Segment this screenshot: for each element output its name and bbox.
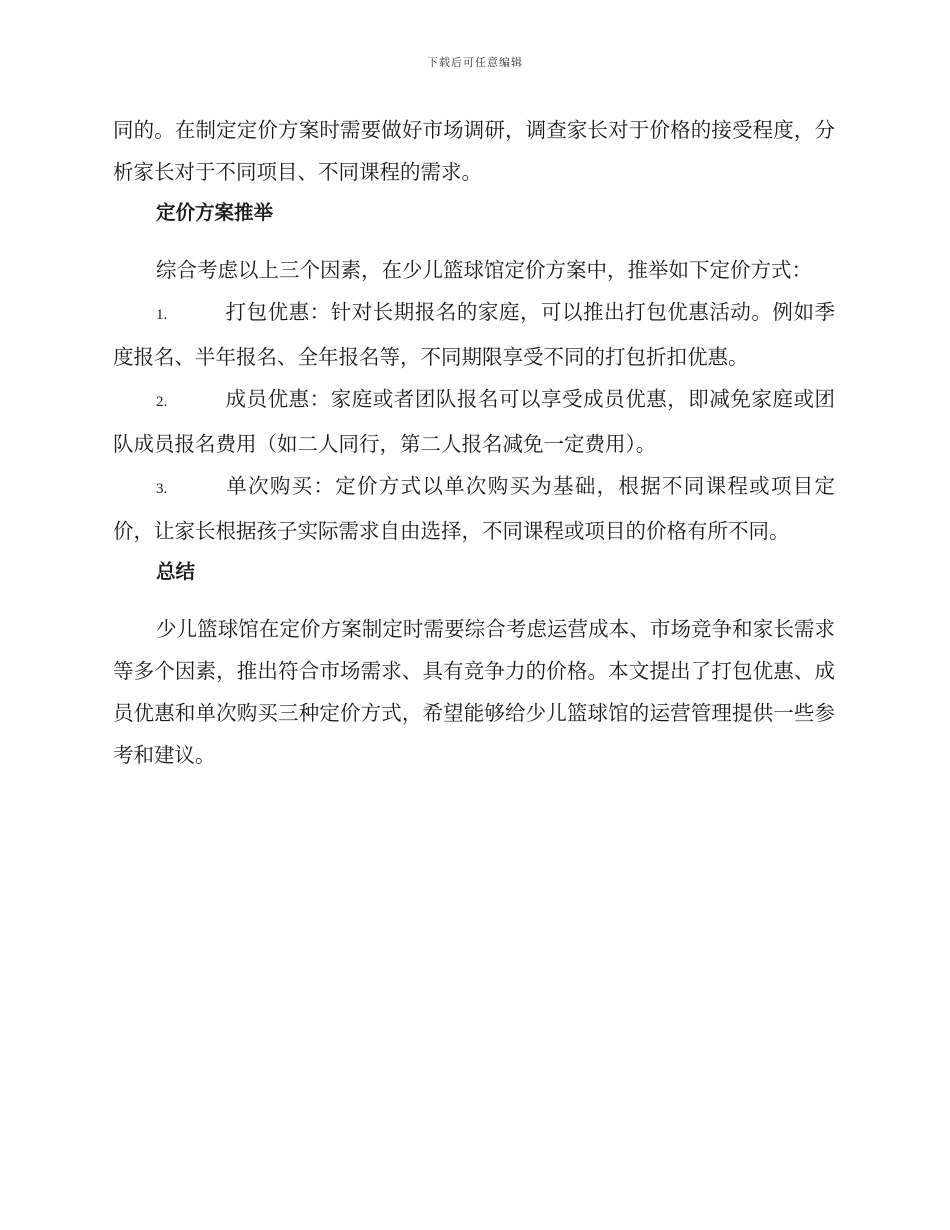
list-item: [113, 378, 835, 465]
list-item: [113, 465, 835, 552]
list-item-text: 打包优惠：针对长期报名的家庭，可以推出打包优惠活动。例如季度报名、半年报名、全年报名等，不同期限享受不同的打包折扣优惠。: [113, 300, 835, 369]
section-heading-summary: 总结: [156, 560, 196, 583]
list-item-number: 3.: [156, 481, 168, 497]
document-body: [113, 109, 835, 776]
list-item-number: 1.: [156, 307, 168, 323]
conclusion-paragraph: 少儿篮球馆在定价方案制定时需要综合考虑运营成本、市场竞争和家长需求等多个因素，推出符合市场需求、具有竞争力的价格。本文提出了打包优惠、成员优惠和单次购买三种定价方式，希望能够给少儿篮球馆的运营管理提供一些参考和建议。: [113, 617, 835, 767]
list-item-text: 单次购买：定价方式以单次购买为基础，根据不同课程或项目定价，让家长根据孩子实际需求自由选择，不同课程或项目的价格有所不同。: [113, 474, 835, 543]
list-item-number: 2.: [156, 394, 168, 410]
intro-paragraph: 同的。在制定定价方案时需要做好市场调研，调查家长对于价格的接受程度，分析家长对于不同项目、不同课程的需求。: [113, 118, 835, 184]
list-item-text: 成员优惠：家庭或者团队报名可以享受成员优惠，即减免家庭或团队成员报名费用（如二人同行，第二人报名减免一定费用）。: [113, 387, 835, 456]
section-heading-pricing: 定价方案推举: [156, 201, 274, 224]
page-header: 下载后可任意编辑: [427, 56, 523, 69]
list-item: [113, 291, 835, 378]
pricing-intro-paragraph: 综合考虑以上三个因素，在少儿篮球馆定价方案中，推举如下定价方式：: [156, 258, 812, 282]
